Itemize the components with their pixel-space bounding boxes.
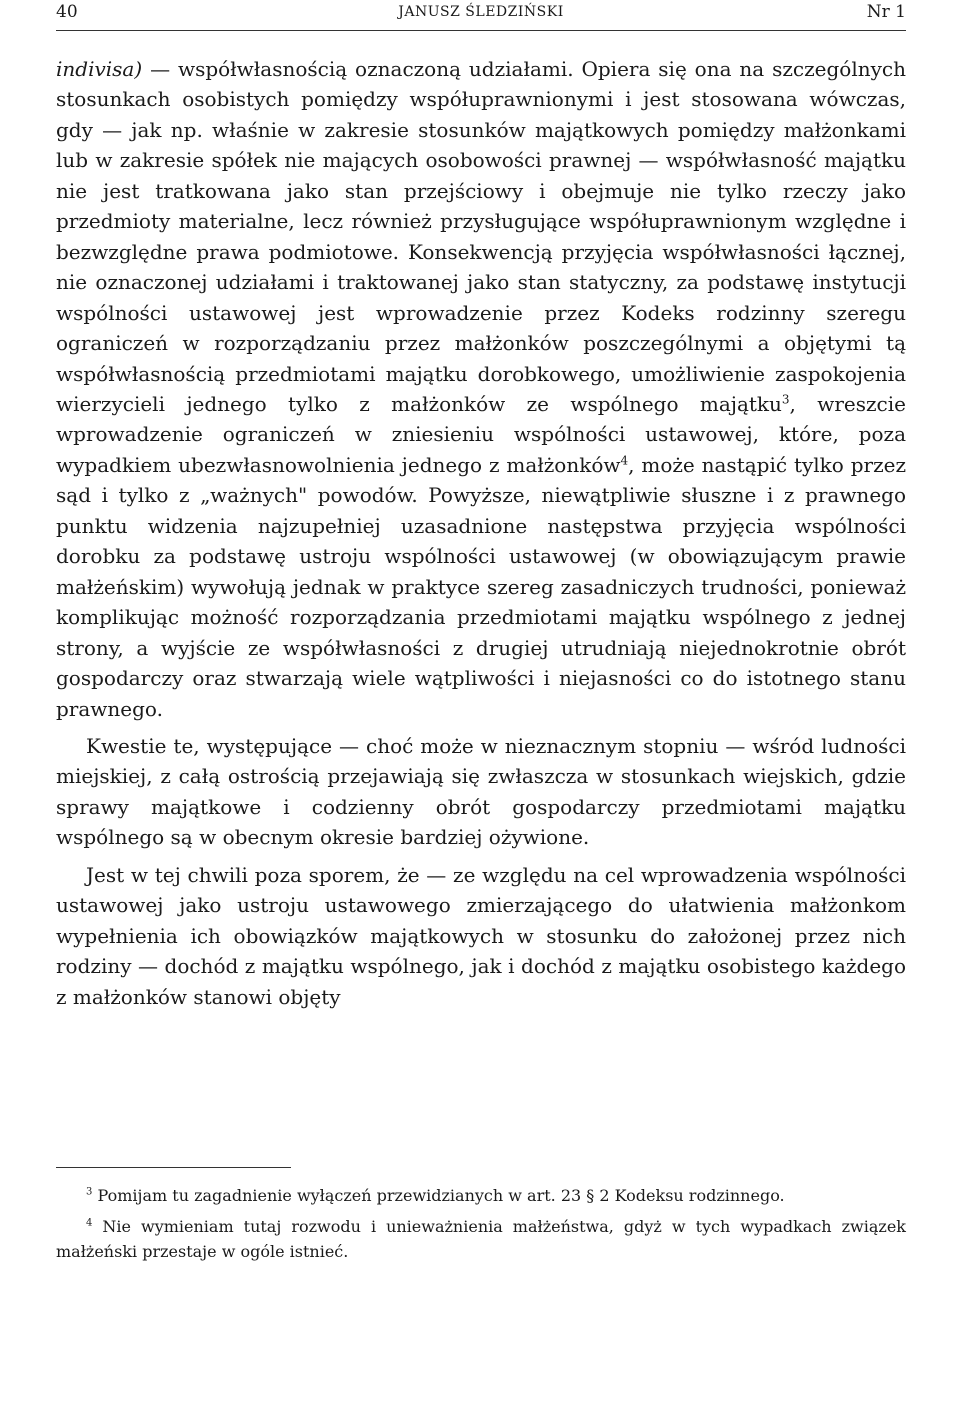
footnote-text: Pomijam tu zagadnienie wyłączeń przewidzianych w art. 23 § 2 Kodeksu rodzinnego. (92, 1186, 785, 1205)
paragraph-1-text-3: , może nastąpić tylko przez sąd i tylko z „ważnych" powodów. Powyższe, niewątpliwie słuszne i z prawnego punktu widzenia najzupełniej uzasadnione następstwa przyjęcia wspólności dorobku za podstawę ustroju wspólności ustawowej (w obowiązującym prawie małżeńskim) wywołują jednak w praktyce szereg zasadniczych trudności, ponieważ komplikując możność rozporządzania przedmiotami majątku wspólnego z jednej strony, a wyjście ze współwłasności z drugiej utrudniają niejednokrotnie obrót gospodarczy oraz stwarzają wiele wątpliwości i niejasności co do istotnego stanu prawnego. (56, 452, 906, 721)
paragraph-1-text-2: , wreszcie wprowadzenie ograniczeń w zniesieniu wspólności ustawowej, które, poza wypadkiem ubezwłasnowolnienia jednego z małżonków (56, 391, 906, 477)
paragraph-2: Kwestie te, występujące — choć może w nieznacznym stopniu — wśród ludności miejskiej, z całą ostrością przejawiają się zwłaszcza w stosunkach wiejskich, gdzie sprawy majątkowe i codzienny obrót gospodarczy przedmiotami majątku wspólnego są w obecnym okresie bardziej ożywione. (56, 733, 906, 850)
document-page (56, 0, 906, 1419)
body-text (56, 54, 906, 1012)
paragraph-3: Jest w tej chwili poza sporem, że — ze względu na cel wprowadzenia wspólności ustawowej jako ustroju ustawowego zmierzającego do ułatwienia małżonkom wypełnienia ich obowiązków majątkowych w stosunku do założonej przez nich rodziny — dochód z majątku wspólnego, jak i dochód z majątku osobistego każdego z małżonków stanowi objęty (56, 862, 906, 1009)
issue-number: Nr 1 (866, 2, 906, 22)
footnote-marker: 3 (86, 1186, 93, 1198)
footnote-separator (56, 1167, 291, 1168)
footnote-ref-3[interactable]: 3 (781, 392, 790, 407)
footnotes (56, 1183, 906, 1264)
footnote-text: Nie wymieniam tutaj rozwodu i unieważnienia małżeństwa, gdyż w tych wypadkach związek małżeński przestaje w ogóle istnieć. (56, 1217, 906, 1261)
paragraph-1 (56, 54, 906, 724)
footnote-4 (56, 1214, 906, 1264)
running-title: JANUSZ ŚLEDZIŃSKI (398, 4, 564, 20)
footnote-marker: 4 (86, 1217, 93, 1229)
footnote-3 (56, 1183, 906, 1208)
page-number: 40 (56, 2, 78, 22)
footnote-ref-4[interactable]: 4 (620, 453, 629, 468)
page-header (56, 0, 906, 31)
paragraph-1-text: — współwłasnością oznaczoną udziałami. Opiera się ona na szczególnych stosunkach osobistych pomiędzy współuprawnionymi i jest stosowana wówczas, gdy — jak np. właśnie w zakresie stosunków majątkowych pomiędzy małżonkami lub w zakresie spółek nie mających osobowości prawnej — współwłasność majątku nie jest tratkowana jako stan przejściowy i obejmuje nie tylko rzeczy jako przedmioty materialne, lecz również przysługujące współuprawnionym względne i bezwzględne prawa podmiotowe. Konsekwencją przyjęcia współwłasności łącznej, nie oznaczonej udziałami i traktowanej jako stan statyczny, za podstawę instytucji wspólności ustawowej jest wprowadzenie przez Kodeks rodzinny szeregu ograniczeń w rozporządzaniu przez małżonków poszczególnymi a objętymi tą współwłasnością przedmiotami majątku dorobkowego, umożliwienie zaspokojenia wierzycieli jednego tylko z małżonków ze wspólnego majątku (56, 57, 906, 416)
italic-term: indivisa) (56, 57, 143, 81)
